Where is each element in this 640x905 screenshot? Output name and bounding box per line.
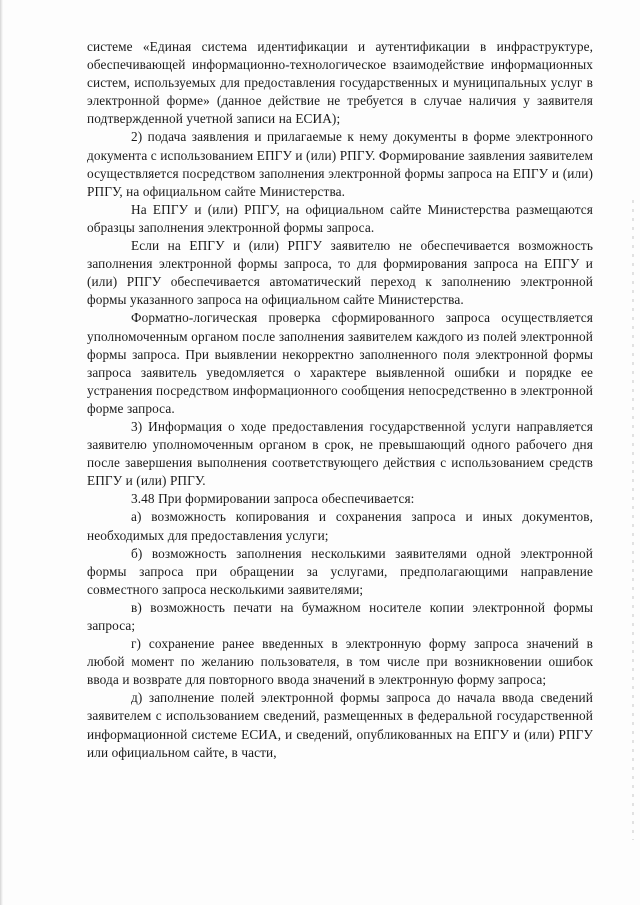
list-item-b: б) возможность заполнения несколькими заявителями одной электронной формы запроса при обращении за услугами, предполагающими направление совместного запроса несколькими заявителями; (87, 545, 593, 597)
paragraph-item-3: 3) Информация о ходе предоставления государственной услуги направляется заявителю уполномоченным органом в срок, не превышающий одного рабочего дня после завершения выполнения соответствующего действия с использованием средств ЕПГУ и (или) РПГУ. (87, 418, 593, 489)
list-item-v: в) возможность печати на бумажном носителе копии электронной формы запроса; (87, 599, 593, 633)
list-item-g: г) сохранение ранее введенных в электронную форму запроса значений в любой момент по желанию пользователя, в том числе при возникновении ошибок ввода и возврате для повторного ввода значений в электронную форму запроса; (87, 636, 593, 688)
paragraph-item-2: 2) подача заявления и прилагаемые к нему документы в форме электронного документа с использованием ЕПГУ и (или) РПГУ. Формирование заявления заявителем осуществляется посредством заполнения электронной формы запроса на ЕПГУ и (или) РПГУ, на официальном сайте Министерства. (87, 129, 593, 199)
section-heading-3-48: 3.48 При формировании запроса обеспечивается: (131, 491, 415, 507)
list-item-a: а) возможность копирования и сохранения запроса и иных документов, необходимых для предоставления услуги; (87, 509, 593, 543)
scan-edge (0, 0, 3, 905)
paragraph-auto-redirect: Если на ЕПГУ и (или) РПГУ заявителю не обеспечивается возможность заполнения электронной формы запроса, то для формирования запроса на ЕПГУ и (или) РПГУ обеспечивается автоматический переход к заполнению электронной формы указанного запроса на официальном сайте Министерства. (87, 238, 593, 308)
paragraph-esia-continuation: системе «Единая система идентификации и аутентификации в инфраструктуре, обеспечивающей информационно-технологическое взаимодействие информационных систем, используемых для предоставления государственных и муниципальных услуг в электронной форме» (данное действие не требуется в случае наличия у заявителя подтвержденной учетной записи на ЕСИА); (87, 39, 593, 127)
scan-artifact (632, 200, 634, 840)
document-body (87, 38, 593, 762)
list-item-d: д) заполнение полей электронной формы запроса до начала ввода сведений заявителем с использованием сведений, размещенных в федеральной государственной информационной системе ЕСИА, и сведений, опубликованных на ЕПГУ и (или) РПГУ или официальном сайте, в части, (87, 690, 593, 760)
paragraph-samples: На ЕПГУ и (или) РПГУ, на официальном сайте Министерства размещаются образцы заполнения электронной формы запроса. (87, 201, 593, 235)
paragraph-format-check: Форматно-логическая проверка сформированного запроса осуществляется уполномоченным органом после заполнения заявителем каждого из полей электронной формы запроса. При выявлении некорректно заполненного поля электронной формы запроса заявитель уведомляется о характере выявленной ошибки и порядке ее устранения посредством информационного сообщения непосредственно в электронной форме запроса. (87, 310, 593, 416)
